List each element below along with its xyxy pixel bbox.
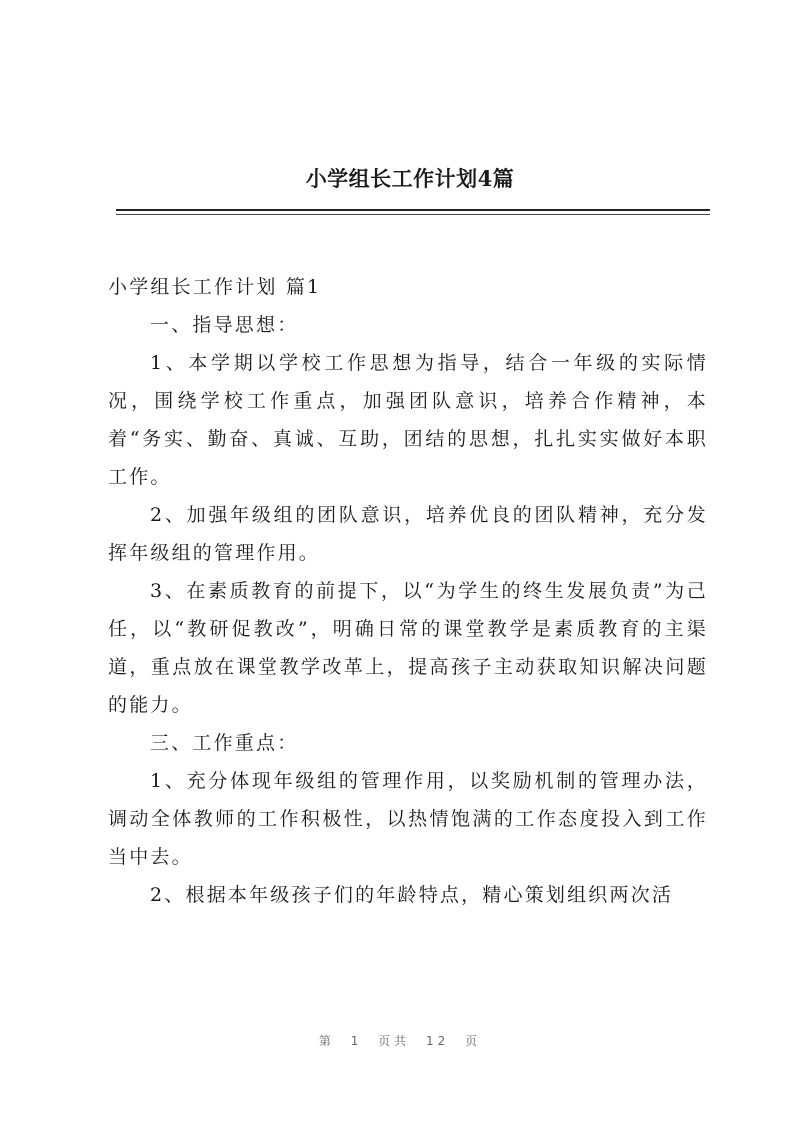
title-rule-thick: [116, 209, 710, 211]
paragraph: 2、根据本年级孩子们的年龄特点，精心策划组织两次活: [150, 884, 674, 906]
paragraph: 3、在素质教育的前提下，以“为学生的终生发展负责”为己任，以“教研促教改”，明确日常的课堂教学是素质教育的主渠道，重点放在课堂教学改革上，提高孩子主动获取知识解决问题的能力。: [108, 580, 708, 716]
paragraph: 1、本学期以学校工作思想为指导，结合一年级的实际情况，围绕学校工作重点，加强团队意识，培养合作精神，本着“务实、勤奋、真诚、互助，团结的思想，扎扎实实做好本职工作。: [108, 352, 708, 488]
page-footer: 第 1 页共 12 页: [318, 1034, 482, 1048]
subheading-guiding-ideology: 一、指导思想：: [150, 314, 299, 336]
title-rule-thin: [116, 214, 710, 215]
document-title: 小学组长工作计划4篇: [305, 166, 515, 191]
paragraph: 1、充分体现年级组的管理作用，以奖励机制的管理办法，调动全体教师的工作积极性，以热情饱满的工作态度投入到工作当中去。: [108, 770, 708, 868]
section-heading: 小学组长工作计划 篇1: [108, 276, 322, 298]
document-body: [108, 268, 708, 914]
paragraph: 2、加强年级组的团队意识，培养优良的团队精神，充分发挥年级组的管理作用。: [108, 504, 708, 564]
subheading-work-focus: 三、工作重点：: [150, 732, 299, 754]
